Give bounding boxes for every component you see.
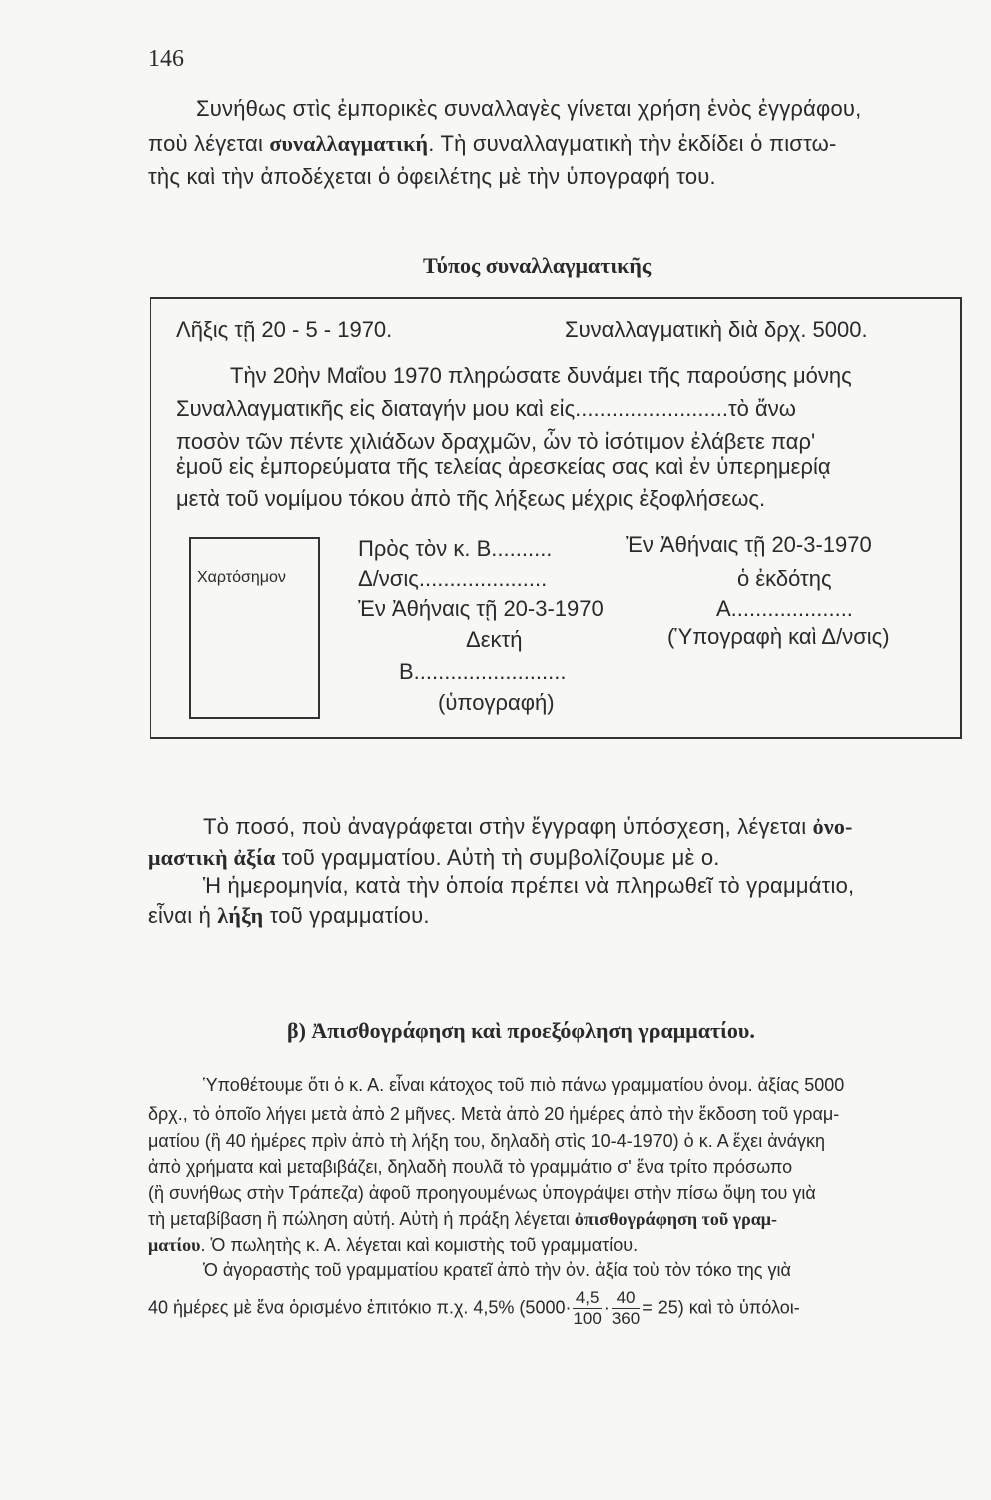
fraction-rate-numerator: 4,5 — [573, 1288, 601, 1309]
para2-line-1-text: Τὸ ποσό, ποὺ ἀναγράφεται στὴν ἔγγραφη ὑπόσχεση, λέγεται — [203, 814, 813, 839]
para3-line-6-text: τὴ μεταβίβαση ἢ πώληση αὐτή. Αὐτὴ ἡ πράξη λέγεται — [148, 1209, 575, 1229]
bill-address: Δ/νσις..................... — [358, 566, 548, 591]
acceptance-label: Δεκτή — [466, 627, 523, 652]
bill-amount: Συναλλαγματικὴ διὰ δρχ. 5000. — [565, 317, 868, 342]
fraction-days-denominator: 360 — [611, 1309, 641, 1328]
issuer-signature-note: (Ὑπογραφὴ καὶ Δ/νσις) — [667, 624, 890, 649]
bill-maturity: Λῆξις τῇ 20 - 5 - 1970. — [176, 317, 393, 342]
para3-line-2: δρχ., τὸ ὁποῖο λήγει μετὰ ἀπὸ 2 μῆνες. Μετὰ ἀπὸ 20 ἡμέρες ἀπὸ τὴν ἔκδοση τοῦ γραμ- — [148, 1104, 840, 1124]
section-title: Τύπος συναλλαγματικῆς — [423, 253, 652, 278]
acceptor-signature: Β......................... — [399, 659, 567, 684]
intro-line-2-start: ποὺ λέγεται — [148, 131, 270, 156]
fraction-rate-denominator: 100 — [573, 1309, 602, 1328]
term-bill-of-exchange: συναλλαγματική — [269, 131, 429, 156]
intro-line-2 — [148, 131, 837, 157]
para2-line-3: Ἡ ἡμερομηνία, κατὰ τὴν ὁποία πρέπει νὰ πληρωθεῖ τὸ γραμμάτιο, — [203, 873, 855, 898]
multiply-dot: · — [603, 1297, 610, 1318]
bill-body-line-1: Τὴν 20ὴν Μαΐου 1970 πληρώσατε δυνάμει τῆς παρούσης μόνης — [230, 363, 852, 388]
intro-line-3: τὴς καὶ τὴν ἀποδέχεται ὁ ὀφειλέτης μὲ τὴν ὑπογραφή του. — [148, 164, 716, 189]
para2-line-2 — [148, 845, 720, 871]
para3-line-7 — [148, 1235, 638, 1256]
formula-end: = 25) καὶ τὸ ὑπόλοι- — [642, 1297, 800, 1318]
term-endorsement-end: ματίου — [148, 1235, 201, 1255]
para3-line-1: Ὑποθέτουμε ὅτι ὁ κ. Α. εἶναι κάτοχος τοῦ πιὸ πάνω γραμματίου ὀνομ. ἀξίας 5000 — [203, 1075, 845, 1095]
para3-line-7-text: . Ὁ πωλητὴς κ. Α. λέγεται καὶ κομιστὴς τοῦ γραμματίου. — [200, 1235, 639, 1255]
acceptor-signature-note: (ὑπογραφή) — [438, 690, 555, 715]
stamp-box — [189, 537, 320, 719]
bill-body-line-3: ποσὸν τῶν πέντε χιλιάδων δραχμῶν, ὧν τὸ ἰσότιμον ἐλάβετε παρ' — [176, 429, 816, 454]
para3-line-6 — [148, 1209, 777, 1230]
section-b-title: β) Ἀπισθογράφηση καὶ προεξόφληση γραμματίου. — [287, 1018, 755, 1043]
issuer-signature: Α.................... — [716, 596, 853, 621]
para3-line-9 — [148, 1288, 800, 1329]
para3-line-8: Ὁ ἀγοραστὴς τοῦ γραμματίου κρατεῖ ἀπὸ τὴν ὀν. ἀξία τοὺ τὸν τόκο της γιὰ — [203, 1260, 791, 1280]
stamp-label: Χαρτόσημον — [197, 569, 286, 586]
intro-line-1: Συνήθως στὶς ἐμπορικὲς συναλλαγὲς γίνεται χρήση ἑνὸς ἐγγράφου, — [196, 96, 862, 121]
bill-body-line-2: Συναλλαγματικῆς εἰς διαταγήν μου καὶ εἰς.........................τὸ ἄνω — [176, 396, 796, 421]
para3-line-5: (ἢ συνήθως στὴν Τράπεζα) ἀφοῦ προηγουμένως ὑπογράψει στὴν πίσω ὄψη του γιὰ — [148, 1183, 816, 1203]
term-nominal-value-start: ὀνο- — [812, 814, 853, 839]
bill-body-line-5: μετὰ τοῦ νομίμου τόκου ἀπὸ τῆς λήξεως μέχρις ἐξοφλήσεως. — [176, 486, 766, 511]
term-endorsement-start: ὀπισθογράφηση τοῦ γραμ- — [574, 1209, 777, 1229]
fraction-days — [612, 1288, 640, 1329]
para3-line-4: ἀπὸ χρήματα καὶ μεταβιβάζει, δηλαδὴ πουλᾶ τὸ γραμμάτιο σ' ἕνα τρίτο πρόσωπο — [148, 1157, 793, 1177]
bill-addressee: Πρὸς τὸν κ. Β.......... — [358, 536, 553, 561]
issue-place-date: Ἐν Ἀθήναις τῇ 20-3-1970 — [626, 532, 872, 557]
term-maturity: λήξη — [217, 903, 264, 928]
para2-line-4 — [148, 903, 430, 929]
para2-line-4-end: τοῦ γραμματίου. — [263, 903, 430, 928]
issuer-label: ὁ ἐκδότης — [737, 566, 832, 591]
stamp-bottom-line — [191, 717, 318, 719]
bill-body-line-4: ἐμοῦ εἰς ἐμπορεύματα τῆς τελείας ἀρεσκείας σας καὶ ἐν ὑπερημερίᾳ — [176, 454, 831, 479]
intro-line-2-end: . Τὴ συναλλαγματικὴ τὴν ἐκδίδει ὁ πιστω- — [428, 131, 837, 156]
acceptance-place-date: Ἐν Ἀθήναις τῇ 20-3-1970 — [358, 596, 604, 621]
formula-start: 40 ἡμέρες μὲ ἕνα ὁρισμένο ἐπιτόκιο π.χ. 4,5% (5000· — [148, 1297, 572, 1318]
para3-line-3: ματίου (ἢ 40 ἡμέρες πρὶν ἀπὸ τὴ λήξη του, δηλαδὴ στὶς 10-4-1970) ὁ κ. Α ἔχει ἀνάγκη — [148, 1131, 826, 1151]
fraction-rate — [573, 1288, 601, 1329]
para2-line-2-text: τοῦ γραμματίου. Αὐτὴ τὴ συμβολίζουμε μὲ ο. — [275, 845, 720, 870]
para2-line-1 — [203, 814, 853, 840]
para2-line-4-start: εἶναι ἡ — [148, 903, 218, 928]
term-nominal-value-end: μαστικὴ ἀξία — [148, 845, 276, 870]
stamp-top-line — [191, 537, 318, 539]
fraction-days-numerator: 40 — [612, 1288, 640, 1309]
page-number: 146 — [148, 46, 184, 72]
